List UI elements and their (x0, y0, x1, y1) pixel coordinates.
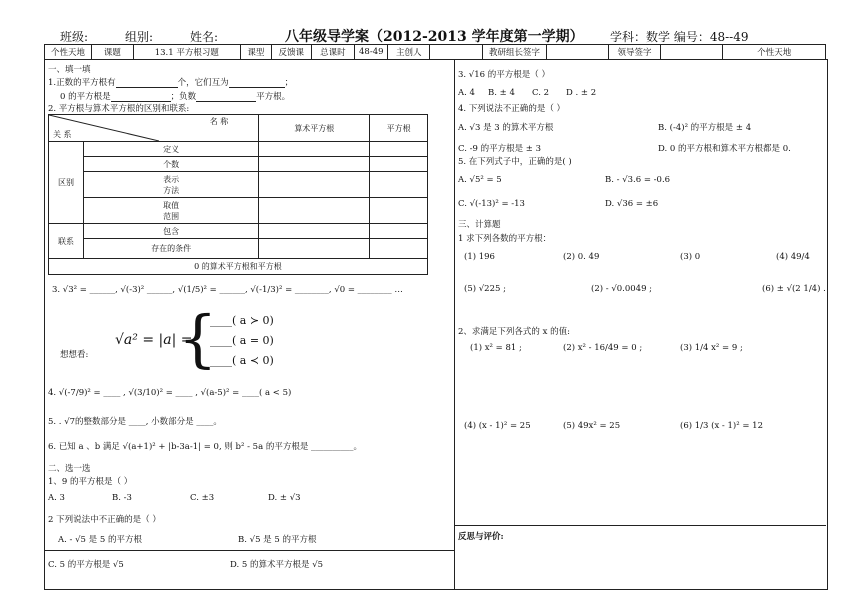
diag-header (49, 115, 259, 142)
info-cell: 主创人 (388, 45, 430, 60)
col-arith-root: 算术平方根 (259, 115, 370, 142)
table-footer: 0 的算术平方根和平方根 (49, 259, 428, 275)
page-title: 八年级导学案（2012-2013 学年度第一学期） (285, 29, 584, 45)
case-pos: ____( a ≻ 0) (210, 314, 274, 327)
r-q3-opt-d: D . ± 2 (566, 88, 597, 98)
case-brace: { (178, 302, 218, 375)
mc2-opt-b: B. √5 是 5 的平方根 (238, 535, 317, 545)
r-q5-opt-a: A. √5² = 5 (458, 175, 502, 185)
q3-roots: 3. √3² = ______, √(-3)² ______, √(1/5)² = ______, √(-1/3)² = ________, √0 = ________ … (52, 285, 403, 295)
calc1-item-6: (2) - √0.0049 ; (591, 284, 653, 294)
q4-roots: 4. √(-7/9)² = ____ , √(3/10)² = ____ , √(a-5)² = ____( a < 5) (48, 388, 292, 398)
r-q4-opt-b: B. (-4)² 的平方根是 ± 4 (658, 123, 752, 133)
info-cell (661, 45, 723, 60)
reflect-label: 反思与评价: (458, 532, 504, 542)
info-cell: 反馈课 (271, 45, 311, 60)
info-cell: 个性天地 (45, 45, 92, 60)
calc1-item-2: (2) 0. 49 (563, 252, 600, 262)
info-cell: 48-49 (355, 45, 388, 60)
mc1-opt-d: D. ± √3 (268, 493, 301, 503)
mc1-question: 1、9 的平方根是（ ） (48, 477, 133, 487)
name-label: 姓名: (190, 30, 219, 44)
row-contain: 包含 (84, 224, 259, 239)
column-divider (454, 59, 455, 589)
section-fill: 一、填一填 (48, 65, 91, 75)
row-count: 个数 (84, 157, 259, 172)
calc2-item-1: (1) x² = 81 ; (470, 343, 522, 353)
mc2-opt-d: D. 5 的算术平方根是 √5 (230, 560, 324, 570)
r-q4-opt-d: D. 0 的平方根和算术平方根都是 0. (658, 144, 791, 154)
mc1-opt-c: C. ±3 (190, 493, 215, 503)
mc2-opt-a: A. - √5 是 5 的平方根 (58, 535, 142, 545)
r-q3-opt-b: B. ± 4 (488, 88, 515, 98)
row-condition: 存在的条件 (84, 239, 259, 259)
think-label: 想想看: (60, 350, 89, 360)
info-cell: 教研组长签字 (483, 45, 546, 60)
calc1-item-7: (6) ± √(2 1/4) . (762, 284, 826, 294)
reflect-divider (454, 525, 826, 526)
row-notation: 表示 方法 (84, 172, 259, 198)
q5-sqrt7: 5. . √7的整数部分是 ____, 小数部分是 ____。 (48, 417, 222, 427)
calc1-item-4: (4) 49/4 (776, 252, 810, 262)
mc2-divider (44, 550, 454, 551)
info-cell: 课题 (92, 45, 134, 60)
q1-text-2: 0 的平方根是 ；负数 平方根。 (60, 92, 291, 102)
case-zero: ____( a = 0) (210, 334, 274, 347)
info-cell: 课型 (240, 45, 271, 60)
mc1-opt-b: B. -3 (112, 493, 132, 503)
info-cell (430, 45, 483, 60)
row-range: 取值 范围 (84, 198, 259, 224)
r-q4-opt-c: C. -9 的平方根是 ± 3 (458, 144, 542, 154)
group-link: 联系 (49, 224, 84, 259)
class-label: 班级: (60, 30, 89, 44)
subject-code: 学科：数学 编号：48--49 (610, 30, 749, 44)
info-cell (546, 45, 608, 60)
r-q3-opt-a: A. 4 (458, 88, 475, 98)
r-q3: 3. √16 的平方根是（ ） (458, 70, 550, 80)
q2-text: 2. 平方根与算术平方根的区别和联系: (48, 104, 190, 114)
r-q5-opt-c: C. √(-13)² = -13 (458, 199, 525, 209)
calc2-item-2: (2) x² - 16/49 = 0 ; (563, 343, 643, 353)
r-q5: 5. 在下列式子中，正确的是( ) (458, 157, 572, 167)
info-cell: 个性天地 (723, 45, 826, 60)
r-q4: 4. 下列说法不正确的是（ ） (458, 104, 566, 114)
r-q5-opt-d: D. √36 = ±6 (605, 199, 659, 209)
case-neg: ____( a ≺ 0) (210, 354, 274, 367)
q1-text: 1.正数的平方根有 个，它们互为 ； (48, 78, 294, 88)
group-diff: 区别 (49, 142, 84, 224)
mc1-opt-a: A. 3 (48, 493, 65, 503)
r-q5-opt-b: B. - √3.6 = -0.6 (605, 175, 671, 185)
head-relation: 关 系 (53, 130, 72, 139)
calc1-prompt: 1 求下列各数的平方根： (458, 234, 552, 244)
group-label: 组别: (125, 30, 154, 44)
col-square-root: 平方根 (370, 115, 428, 142)
row-definition: 定义 (84, 142, 259, 157)
abs-eq: √a² = |a| = (115, 332, 193, 348)
section-calc: 三、计算题 (458, 220, 501, 230)
r-q4-opt-a: A. √3 是 3 的算术平方根 (458, 123, 554, 133)
calc2-item-5: (5) 49x² = 25 (563, 421, 621, 431)
mc2-question: 2 下列说法中不正确的是（ ） (48, 515, 161, 525)
q6-condition: 6. 已知 a 、b 满足 √(a+1)² + |b-3a-1| = 0, 则 b² - 5a 的平方根是 __________。 (48, 442, 363, 452)
r-q3-opt-c: C. 2 (532, 88, 550, 98)
calc2-prompt: 2、求满足下列各式的 x 的值: (458, 327, 570, 337)
info-row-table (44, 44, 826, 60)
info-cell: 总课时 (311, 45, 354, 60)
info-cell: 领导签字 (608, 45, 660, 60)
section-choose: 二、选一选 (48, 464, 91, 474)
comparison-table (48, 114, 428, 275)
calc2-item-3: (3) 1/4 x² = 9 ; (680, 343, 743, 353)
head-name: 名 称 (209, 117, 229, 126)
calc2-item-6: (6) 1/3 (x - 1)² = 12 (680, 421, 763, 431)
calc1-item-5: (5) √225 ; (464, 284, 506, 294)
calc1-item-1: (1) 196 (464, 252, 495, 262)
calc2-item-4: (4) (x - 1)² = 25 (464, 421, 531, 431)
info-cell: 13.1 平方根习题 (133, 45, 240, 60)
calc1-item-3: (3) 0 (680, 252, 701, 262)
mc2-opt-c: C. 5 的平方根是 √5 (48, 560, 124, 570)
